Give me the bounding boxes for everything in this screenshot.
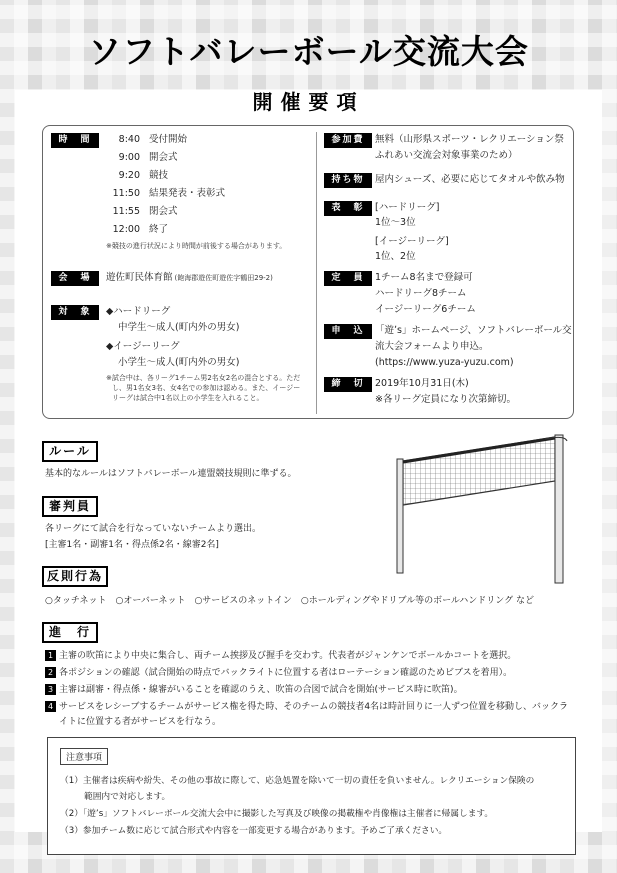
bring-text: 屋内シューズ、必要に応じてタオルや飲み物	[375, 174, 565, 185]
fee-text: 無料（山形県スポーツ・レクリエーション祭	[375, 134, 564, 145]
venue-label: 会 場	[51, 271, 99, 286]
progress-step	[45, 666, 512, 681]
notice-item: （1）主催者は疾病や紛失、その他の事故に際して、応急処置を除いて一切の責任を負いません。レクリエーション保険の	[60, 776, 535, 786]
step-text: 主審は副審・得点係・線審がいることを確認のうえ、吹笛の合図で試合を開始(サービス時に吹笛)。	[59, 685, 463, 695]
apply-text: 流大会フォームより申込。	[375, 341, 489, 352]
schedule-event: 結果発表・表彰式	[149, 188, 226, 199]
notice-item: （3）参加チーム数に応じて試合形式や内容を一部変更する場合があります。予めご了承ください。	[60, 826, 448, 836]
info-box	[42, 125, 574, 419]
step-number: 3	[45, 684, 56, 695]
schedule-event: 終了	[149, 224, 169, 235]
progress-heading: 進 行	[42, 622, 98, 643]
schedule-note: ※競技の進行状況により時間が前後する場合があります。	[106, 242, 287, 250]
schedule-time: 11:55	[112, 206, 140, 217]
schedule-time: 8:40	[118, 134, 140, 145]
target-easy: ◆イージーリーグ	[106, 341, 180, 352]
fouls-text: ○タッチネット ○オーバーネット ○サービスのネットイン ○ホールディングやドリブル等のボールハンドリング など	[45, 596, 534, 606]
notice-item: （2）「遊ʼs」ソフトバレーボール交流大会中に撮影した写真及び映像の掲載権や肖像権は主催者に帰属します。	[60, 809, 494, 819]
schedule-event: 競技	[149, 170, 169, 181]
capacity-text: イージーリーグ6チーム	[375, 304, 476, 315]
rules-text: 基本的なルールはソフトバレーボール連盟競技規則に準ずる。	[45, 469, 297, 479]
progress-step	[45, 683, 463, 698]
column-divider	[316, 132, 317, 414]
referee-heading: 審判員	[42, 496, 98, 517]
target-hard: ◆ハードリーグ	[106, 306, 171, 317]
target-label: 対 象	[51, 305, 99, 320]
target-note: ※試合中は、各リーグ1チーム男2名女2名の混合とする。ただ	[106, 374, 301, 382]
schedule-event: 開会式	[149, 152, 178, 163]
step-number: 4	[45, 701, 56, 712]
award-easy: [イージーリーグ]	[375, 236, 449, 247]
page-title: ソフトバレーボール交流大会	[88, 32, 529, 71]
schedule-time: 11:50	[112, 188, 140, 199]
target-note: し、男1名女3名、女4名での参加は認める。また、イージー	[112, 384, 301, 392]
venue-line	[106, 270, 273, 285]
target-note: リーグは試合中1名以上の小学生を入れること。	[112, 394, 264, 402]
deadline-note: ※各リーグ定員になり次第締切。	[375, 394, 516, 405]
schedule-time: 12:00	[112, 224, 140, 235]
step-number: 1	[45, 650, 56, 661]
rules-heading: ルール	[42, 441, 98, 462]
step-text: サービスをレシーブするチームがサービス権を得た時、そのチームの競技者4名は時計回りに一人ずつ位置を移動し、バックラ	[59, 702, 569, 712]
notice-heading: 注意事項	[60, 748, 108, 765]
award-hard-rank: 1位～3位	[375, 217, 416, 228]
capacity-text: 1チーム8名まで登録可	[375, 272, 473, 283]
progress-step	[45, 700, 568, 715]
page-subtitle: 開催要項	[252, 90, 365, 114]
referee-text: 各リーグにて試合を行なっていないチームより選出。	[45, 524, 262, 534]
venue-address: (飽海郡遊佐町遊佐字鶴田29-2)	[174, 274, 273, 282]
target-easy-detail: 小学生～成人(町内外の男女)	[118, 357, 240, 368]
target-hard-detail: 中学生～成人(町内外の男女)	[118, 322, 240, 333]
fee-label: 参加費	[324, 133, 372, 148]
apply-label: 申 込	[324, 324, 372, 339]
schedule-event: 閉会式	[149, 206, 178, 217]
bring-label: 持ち物	[324, 173, 372, 188]
award-hard: [ハードリーグ]	[375, 202, 440, 213]
apply-text: 「遊ʼs」ホームページ、ソフトバレーボール交	[375, 325, 572, 336]
notice-item: 範囲内で対応します。	[84, 792, 171, 802]
venue-name: 遊佐町民体育館	[106, 272, 173, 283]
schedule-label: 時 間	[51, 133, 99, 148]
step-text: 各ポジションの確認（試合開始の時点でバックライトに位置する者はローテーション確認のためビブスを着用）。	[59, 668, 513, 678]
schedule-time: 9:20	[118, 170, 140, 181]
volleyball-net-illustration	[395, 433, 575, 593]
schedule-time: 9:00	[118, 152, 140, 163]
step-text: 主審の吹笛により中央に集合し、両チーム挨拶及び握手を交わす。代表者がジャンケンでボールかコートを選択。	[59, 651, 517, 661]
capacity-label: 定 員	[324, 271, 372, 286]
fee-text: ふれあい交流会対象事業のため）	[375, 150, 518, 161]
step-text-continued: イトに位置する者がサービスを行なう。	[59, 717, 222, 727]
award-easy-rank: 1位、2位	[375, 251, 416, 262]
progress-step	[45, 649, 516, 664]
step-number: 2	[45, 667, 56, 678]
deadline-label: 締 切	[324, 377, 372, 392]
capacity-text: ハードリーグ8チーム	[375, 288, 467, 299]
award-label: 表 彰	[324, 201, 372, 216]
notice-box	[47, 737, 576, 855]
apply-url[interactable]: (https://www.yuza-yuzu.com)	[375, 357, 514, 368]
fouls-heading: 反則行為	[42, 566, 108, 587]
schedule-event: 受付開始	[149, 134, 188, 145]
deadline-date: 2019年10月31日(木)	[375, 378, 469, 389]
referee-text: [主審1名・副審1名・得点係2名・線審2名]	[45, 540, 219, 550]
